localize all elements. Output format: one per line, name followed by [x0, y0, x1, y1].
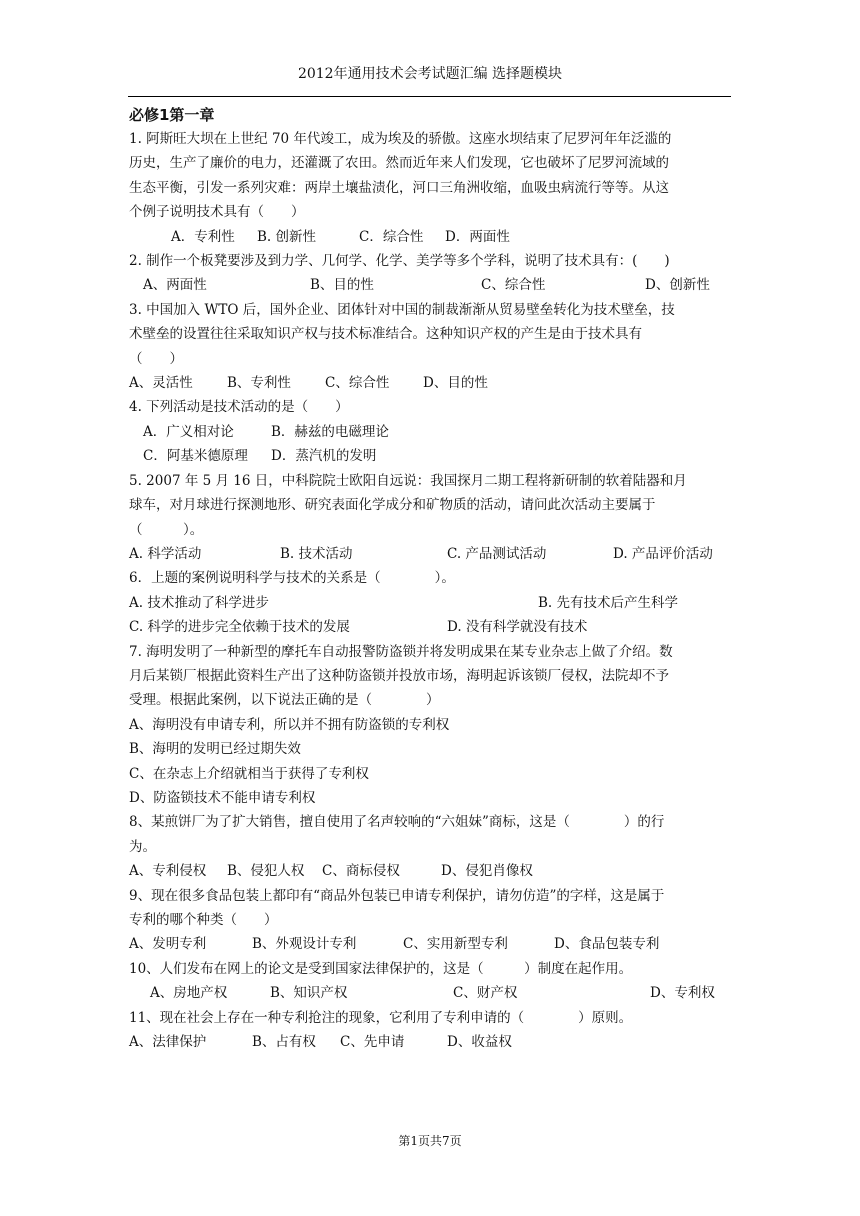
option-a: A、发明专利	[129, 936, 207, 953]
option-a: A. 科学活动	[129, 545, 202, 562]
option-d: D. 产品评价活动	[613, 545, 713, 562]
option-c: C. 产品测试活动	[447, 545, 547, 562]
option-c: C、综合性	[325, 375, 390, 392]
option-c: C．阿基米德原理	[143, 448, 248, 465]
options-row	[129, 859, 735, 883]
question-line: 11、现在社会上存在一种专利抢注的现象，它利用了专利申请的（ ）原则。	[129, 1009, 633, 1026]
option-d: D．两面性	[445, 228, 510, 245]
question-line: 生态平衡，引发一系列灾难：两岸土壤盐渍化，河口三角洲收缩，血吸虫病流行等等。从这	[129, 179, 669, 196]
option-a: A．专利性	[171, 228, 235, 245]
option-b: B．赫兹的电磁理论	[271, 423, 389, 440]
question-line: 月后某锁厂根据此资料生产出了这种防盗锁并投放市场，海明起诉该锁厂侵权，法院却不予	[129, 667, 669, 684]
options-row	[129, 981, 735, 1005]
document-body	[129, 103, 735, 1054]
option-b: B. 先有技术后产生科学	[538, 594, 679, 611]
option-b: B、侵犯人权	[227, 863, 305, 880]
option-a: A、灵活性	[129, 375, 193, 392]
page-footer: 第1页共7页	[398, 1134, 462, 1148]
section-title: 必修1第一章	[129, 106, 215, 124]
question-9	[129, 884, 735, 957]
question-line: 9、现在很多食品包装上都印有“商品外包装已申请专利保护，请勿仿造”的字样，这是属于	[129, 887, 665, 904]
option-d: D. 没有科学就没有技术	[447, 619, 588, 636]
question-8	[129, 810, 735, 883]
question-line: （ ）	[129, 350, 183, 367]
option-d: D、食品包装专利	[554, 936, 660, 953]
question-10	[129, 957, 735, 1006]
question-line: 4. 下列活动是技术活动的是（ ）	[129, 399, 349, 416]
question-1	[129, 127, 735, 249]
option-a: A. 技术推动了科学进步	[129, 594, 269, 611]
option-b: B. 技术活动	[280, 545, 353, 562]
option-a: A、法律保护	[129, 1034, 207, 1051]
options-row	[129, 1030, 735, 1054]
option-a: A、两面性	[143, 277, 207, 294]
option-a: A、专利侵权	[129, 863, 207, 880]
question-line: 1. 阿斯旺大坝在上世纪 70 年代竣工，成为埃及的骄傲。这座水坝结束了尼罗河年年泛滥的	[129, 131, 672, 147]
options-row	[129, 932, 735, 956]
options-row	[129, 273, 735, 297]
question-line: 5. 2007 年 5 月 16 日，中科院院士欧阳自远说：我国探月二期工程将新研制的软着陆器和月	[129, 472, 687, 489]
option-c: C. 科学的进步完全依赖于技术的发展	[129, 619, 350, 636]
question-line: 8、某煎饼厂为了扩大销售，擅自使用了名声较响的“六姐妹”商标，这是（ ）的行	[129, 814, 665, 831]
question-line: 术壁垒的设置往往采取知识产权与技术标准结合。这种知识产权的产生是由于技术具有	[129, 326, 642, 343]
option-d: D、目的性	[423, 375, 488, 392]
question-6	[129, 566, 735, 639]
option-b: B、知识产权	[270, 985, 348, 1002]
question-line: 6．上题的案例说明科学与技术的关系是（ ）。	[129, 570, 455, 587]
option-d: D、侵犯肖像权	[441, 863, 533, 880]
header-divider	[128, 96, 731, 97]
option-c: C．综合性	[359, 228, 424, 245]
options-row	[129, 371, 735, 395]
option-b: B. 创新性	[257, 228, 317, 245]
option-a: A、海明没有申请专利，所以并不拥有防盗锁的专利权	[129, 716, 450, 733]
question-line: 历史，生产了廉价的电力，还灌溉了农田。然而近年来人们发现，它也破坏了尼罗河流域的	[129, 155, 669, 172]
option-d: D、专利权	[650, 985, 715, 1002]
question-11	[129, 1006, 735, 1055]
option-b: B、海明的发明已经过期失效	[129, 741, 301, 758]
options-row	[129, 444, 735, 468]
option-b: B、目的性	[310, 277, 374, 294]
question-line: 2. 制作一个板凳要涉及到力学、几何学、化学、美学等多个学科，说明了技术具有：( )	[129, 253, 670, 270]
question-line: 10、人们发布在网上的论文是受到国家法律保护的，这是（ ）制度在起作用。	[129, 960, 633, 977]
option-c: C、在杂志上介绍就相当于获得了专利权	[129, 765, 369, 782]
options-row	[129, 225, 735, 249]
option-c: C、先申请	[340, 1034, 405, 1051]
option-a: A、房地产权	[150, 985, 228, 1002]
option-d: D．蒸汽机的发明	[271, 448, 377, 465]
options-row	[129, 542, 735, 566]
option-d: D、防盗锁技术不能申请专利权	[129, 789, 316, 806]
question-line: 为。	[129, 838, 156, 855]
options-row	[129, 420, 735, 444]
question-5	[129, 469, 735, 567]
question-2	[129, 249, 735, 298]
question-line: 球车，对月球进行探测地形、研究表面化学成分和矿物质的活动，请问此次活动主要属于	[129, 497, 656, 514]
option-c: C、实用新型专利	[403, 936, 508, 953]
options-row	[129, 591, 735, 615]
option-b: B、占有权	[252, 1034, 316, 1051]
question-line: 7. 海明发明了一种新型的摩托车自动报警防盗锁并将发明成果在某专业杂志上做了介绍。数	[129, 643, 673, 660]
question-line: 受理。根据此案例，以下说法正确的是（ ）	[129, 692, 440, 709]
option-c: C、综合性	[481, 277, 546, 294]
question-line: 专利的哪个种类（ ）	[129, 912, 278, 928]
option-a: A．广义相对论	[143, 423, 234, 440]
option-c: C、商标侵权	[322, 863, 400, 880]
option-d: D、创新性	[645, 277, 710, 294]
question-4	[129, 395, 735, 468]
question-7	[129, 640, 735, 811]
option-d: D、收益权	[447, 1034, 512, 1051]
page-header: 2012年通用技术会考试题汇编 选择题模块	[297, 66, 563, 82]
question-line: 3. 中国加入 WTO 后，国外企业、团体针对中国的制裁渐渐从贸易壁垒转化为技术壁垒，技	[129, 301, 675, 318]
question-line: （ ）。	[129, 521, 204, 538]
option-b: B、外观设计专利	[252, 936, 357, 953]
question-line: 个例子说明技术具有（ ）	[129, 204, 305, 221]
options-row	[129, 615, 735, 639]
option-b: B、专利性	[227, 375, 291, 392]
option-c: C、财产权	[453, 985, 518, 1002]
question-3	[129, 298, 735, 396]
